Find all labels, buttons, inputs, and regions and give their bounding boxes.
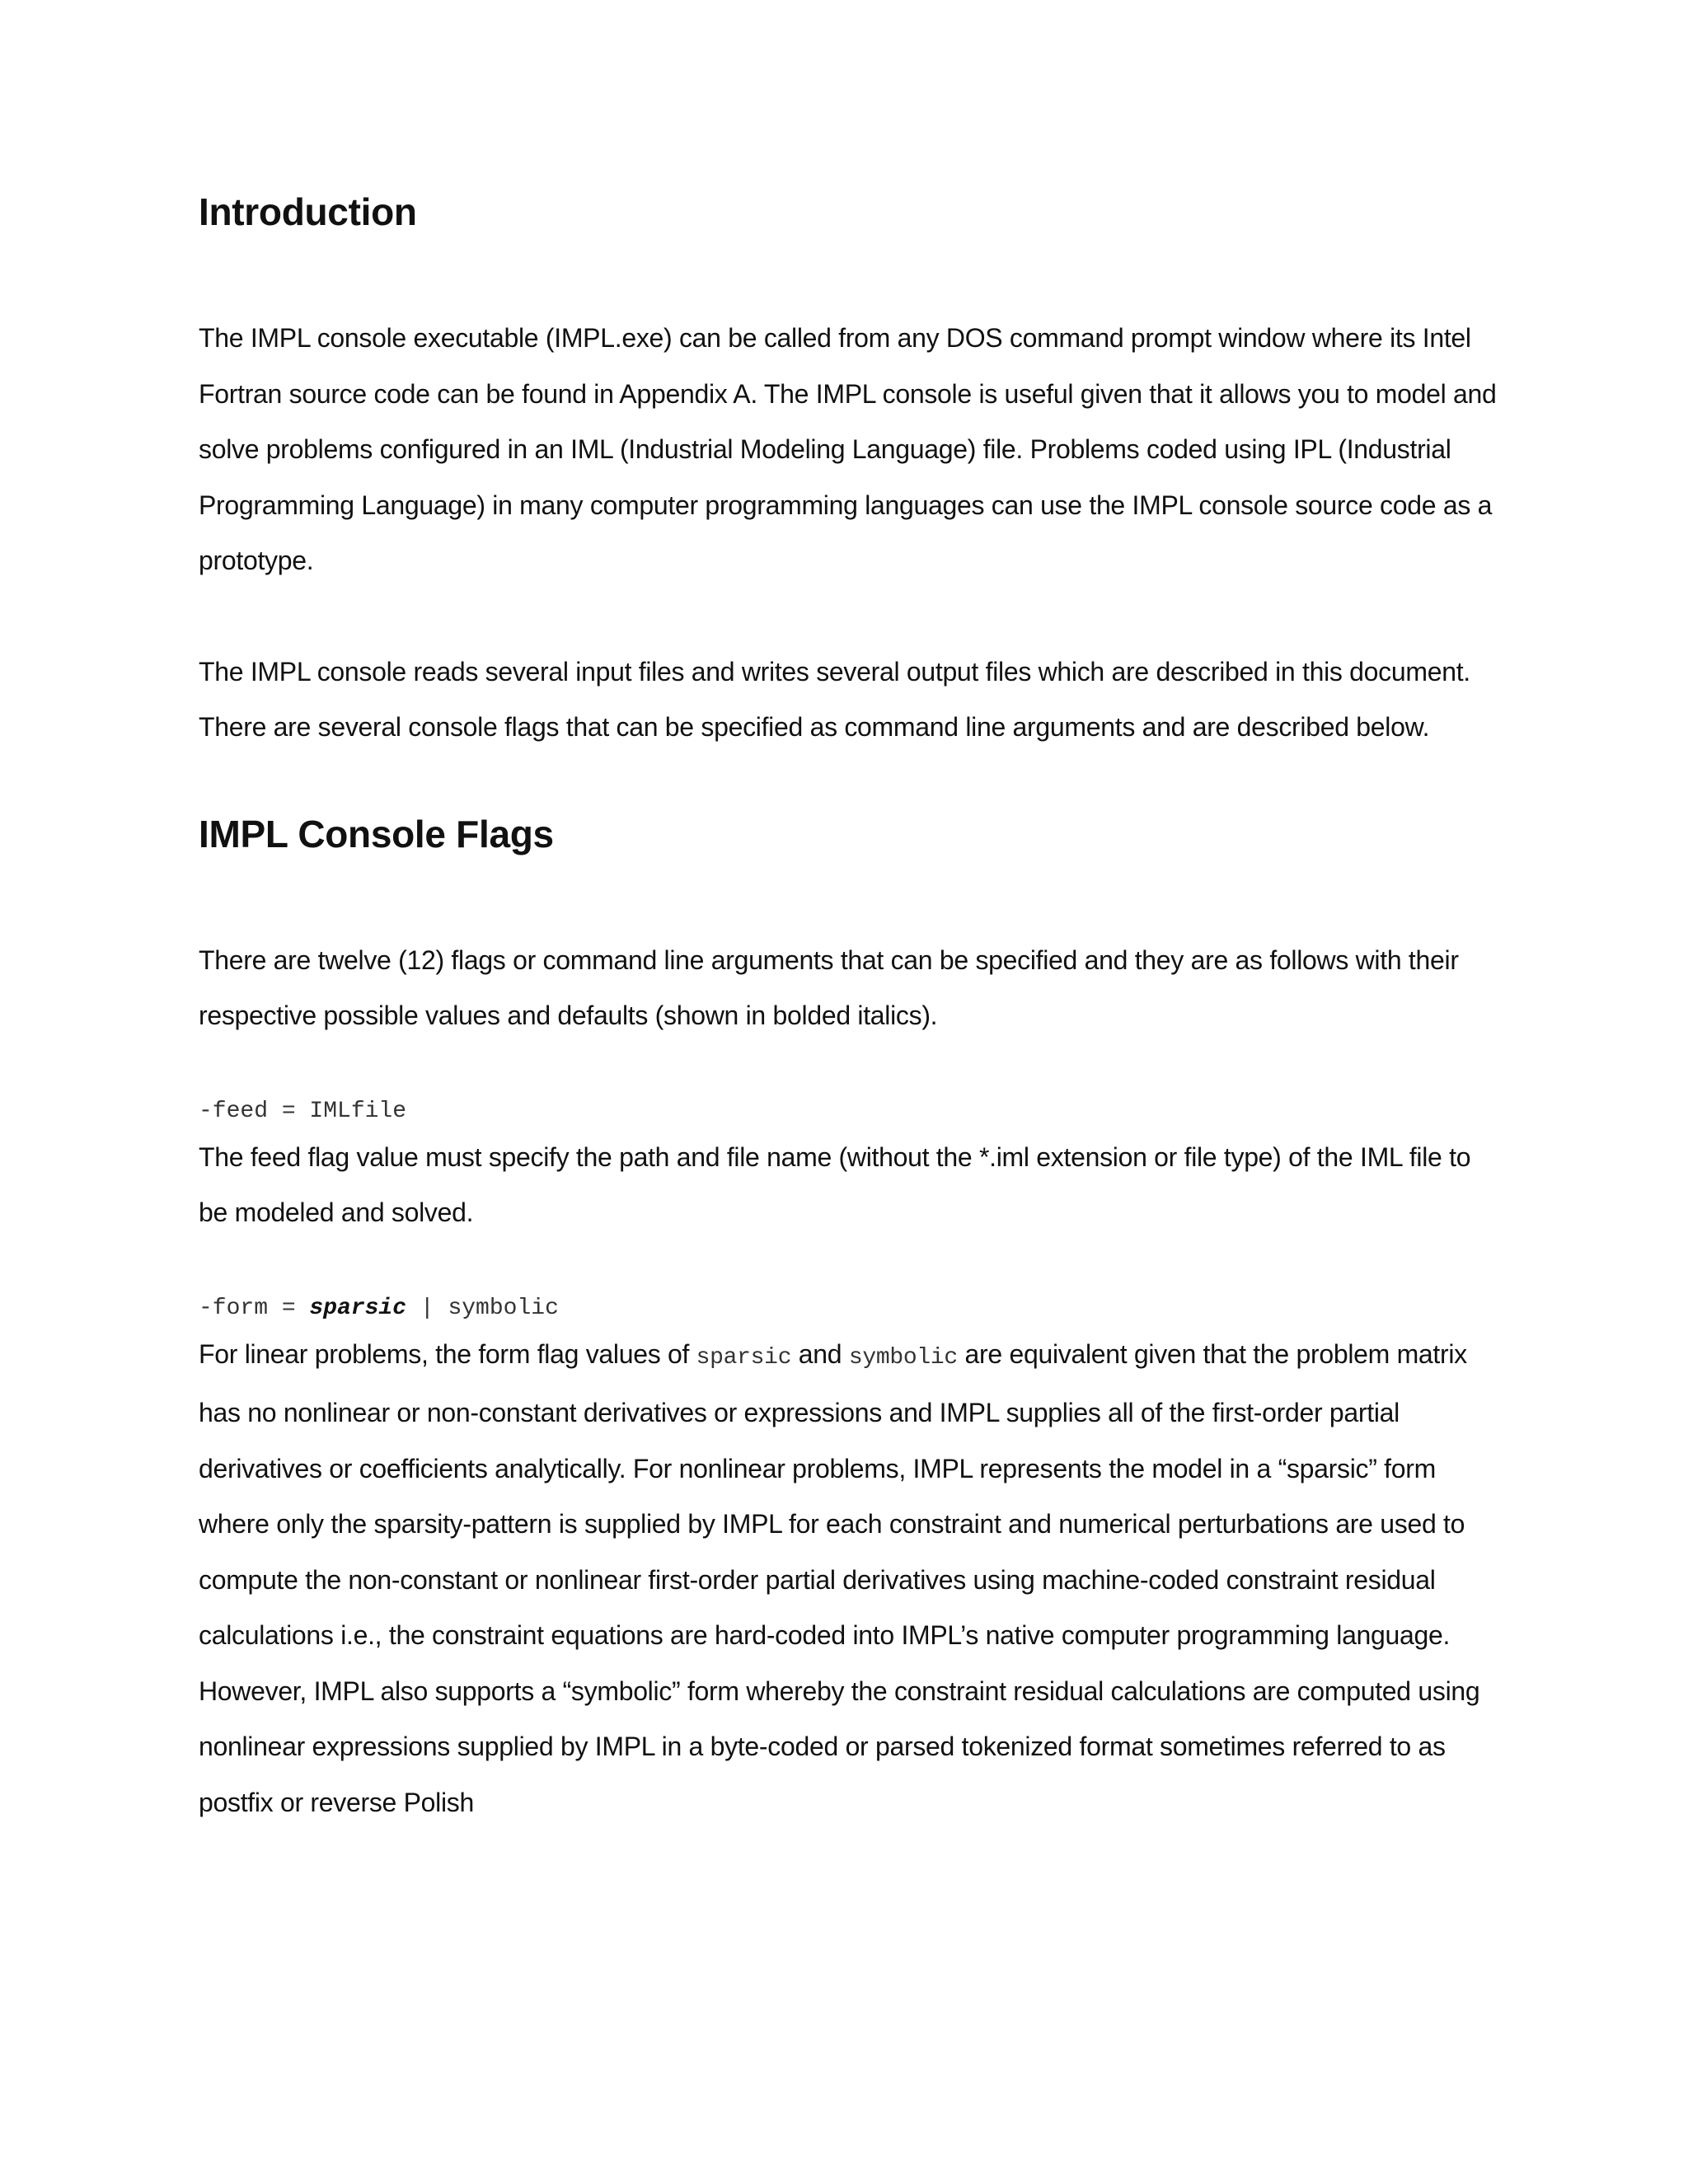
form-flag-prefix: -form = (199, 1295, 310, 1321)
form-flag-default: sparsic (309, 1295, 407, 1321)
feed-flag-syntax: -feed = IMLfile (199, 1098, 407, 1124)
introduction-paragraph-2: The IMPL console reads several input files and writes several output files which are described in this document. There are several console flags that can be specified as command line arguments and are described below. (199, 656, 1470, 743)
form-desc-part-2: and (791, 1338, 849, 1369)
form-desc-code-symbolic: symbolic (848, 1344, 958, 1371)
introduction-paragraph-1: The IMPL console executable (IMPL.exe) can be called from any DOS command prompt window where its Intel Fortran source code can be found in Appendix A. The IMPL console is useful given that it allows you to model and solve problems configured in an IML (Industrial Modeling Language) file. Problems coded using IPL (Industrial Programming Language) in many computer programming languages can use the IMPL console source code as a prototype. (199, 323, 1497, 576)
form-flag-syntax (199, 1292, 1501, 1325)
console-flags-heading: IMPL Console Flags (199, 812, 554, 855)
feed-flag-description: The feed flag value must specify the path and file name (without the *.iml extension or file type) of the IML file to be modeled and solved. (199, 1141, 1471, 1228)
form-flag-description (199, 1327, 1501, 1831)
form-desc-part-3: are equivalent given that the problem matrix has no nonlinear or non-constant derivatives or expressions and IMPL supplies all of the first-order partial derivatives or coefficients analytically. For nonlinear problems, IMPL represents the model in a “sparsic” form where only the sparsity-pattern is supplied by IMPL for each constraint and numerical perturbations are used to compute the non-constant or nonlinear first-order partial derivatives using machine-coded constraint residual calculations i.e., the constraint equations are hard-coded into IMPL’s native computer programming language. However, IMPL also supports a “symbolic” form whereby the constraint residual calculations are computed using nonlinear expressions supplied by IMPL in a byte-coded or parsed tokenized format sometimes referred to as postfix or reverse Polish (199, 1338, 1480, 1817)
form-desc-part-1: For linear problems, the form flag values of (199, 1338, 696, 1369)
form-flag-suffix: | symbolic (406, 1295, 559, 1321)
console-flags-paragraph: There are twelve (12) flags or command line arguments that can be specified and they are as follows with their respective possible values and defaults (shown in bolded italics). (199, 944, 1459, 1031)
introduction-heading: Introduction (199, 190, 417, 233)
document-body (199, 190, 1501, 1830)
form-desc-code-sparsic: sparsic (696, 1344, 792, 1371)
